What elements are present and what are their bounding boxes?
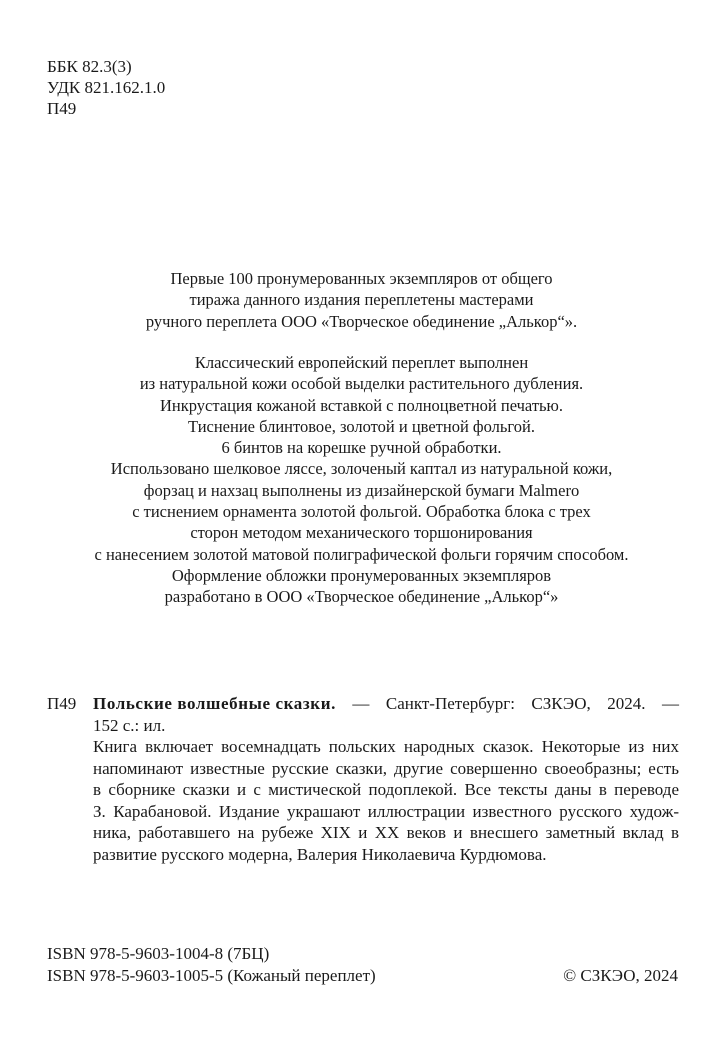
binding-line: Тиснение блинтовое, золотой и цветной фольгой. [188, 416, 535, 436]
annotation-line: ника, работавшего на рубеже XIX и XX веков и внесшего заметный вклад в [93, 823, 679, 842]
binding-line: Оформление обложки пронумерованных экземпляров [171, 565, 552, 585]
binding-line: 6 бинтов на корешке ручной обработки. [221, 438, 502, 458]
biblio-author-sign: П49 [47, 694, 77, 713]
author-sign: П49 [47, 99, 77, 118]
binding-description [40, 352, 683, 608]
edition-note-line: тиража данного издания переплетены мастерами [189, 290, 534, 310]
publisher: СЗКЭО, [531, 694, 591, 713]
annotation [93, 736, 679, 865]
extent: 152 с.: ил. [93, 715, 166, 735]
publication-year: 2024. [607, 694, 646, 713]
isbn-line: ISBN 978-5-9603-1004-8 (7БЦ) [47, 944, 270, 963]
annotation-line: в сборнике сказки и с мистической подоплекой. Все тексты даны в переводе [93, 780, 679, 799]
annotation-line: Книга включает восемнадцать польских народных сказок. Некоторые из них [93, 737, 679, 756]
dash: — [661, 694, 679, 713]
isbn-line: ISBN 978-5-9603-1005-5 (Кожаный переплет) [47, 965, 376, 985]
dash: — [352, 694, 370, 713]
binding-line: Использовано шелковое ляссе, золоченый каптал из натуральной кожи, [110, 459, 613, 479]
biblio-heading-line [47, 693, 679, 715]
udk-code: УДК 821.162.1.0 [47, 78, 166, 97]
bbk-code: ББК 82.3(3) [47, 57, 132, 76]
binding-line: разработано в ООО «Творческое обединение „Алькор“» [164, 587, 559, 607]
binding-line: Классический европейский переплет выполнен [194, 353, 529, 372]
edition-note [40, 268, 683, 332]
book-title: Польские волшебные сказки. [93, 694, 336, 713]
binding-line: форзац и нахзац выполнены из дизайнерской бумаги Malmero [143, 480, 580, 500]
binding-line: Инкрустация кожаной вставкой с полноцветной печатью. [159, 395, 564, 415]
binding-line: с тиснением орнамента золотой фольгой. Обработка блока с трех [132, 502, 591, 522]
edition-note-line: Первые 100 пронумерованных экземпляров от общего [170, 269, 553, 288]
edition-note-line: ручного переплета ООО «Творческое обединение „Алькор“». [145, 311, 578, 331]
annotation-line: напоминают известные русские сказки, другие совершенно своеобразны; есть [93, 758, 679, 778]
bibliographic-record [47, 693, 679, 865]
classification-codes [47, 56, 165, 119]
isbn-block [47, 943, 376, 986]
binding-line: с нанесением золотой матовой полиграфической фольги горячим способом. [94, 544, 629, 564]
annotation-line: развитие русского модерна, Валерия Николаевича Курдюмова. [93, 844, 547, 864]
annotation-line: З. Карабановой. Издание украшают иллюстрации известного русского худож- [93, 801, 679, 821]
copyright: © СЗКЭО, 2024 [563, 965, 678, 985]
binding-line: сторон методом механического торшонирования [190, 523, 533, 543]
binding-line: из натуральной кожи особой выделки растительного дубления. [139, 374, 584, 394]
publication-place: Санкт-Петербург: [385, 694, 515, 713]
